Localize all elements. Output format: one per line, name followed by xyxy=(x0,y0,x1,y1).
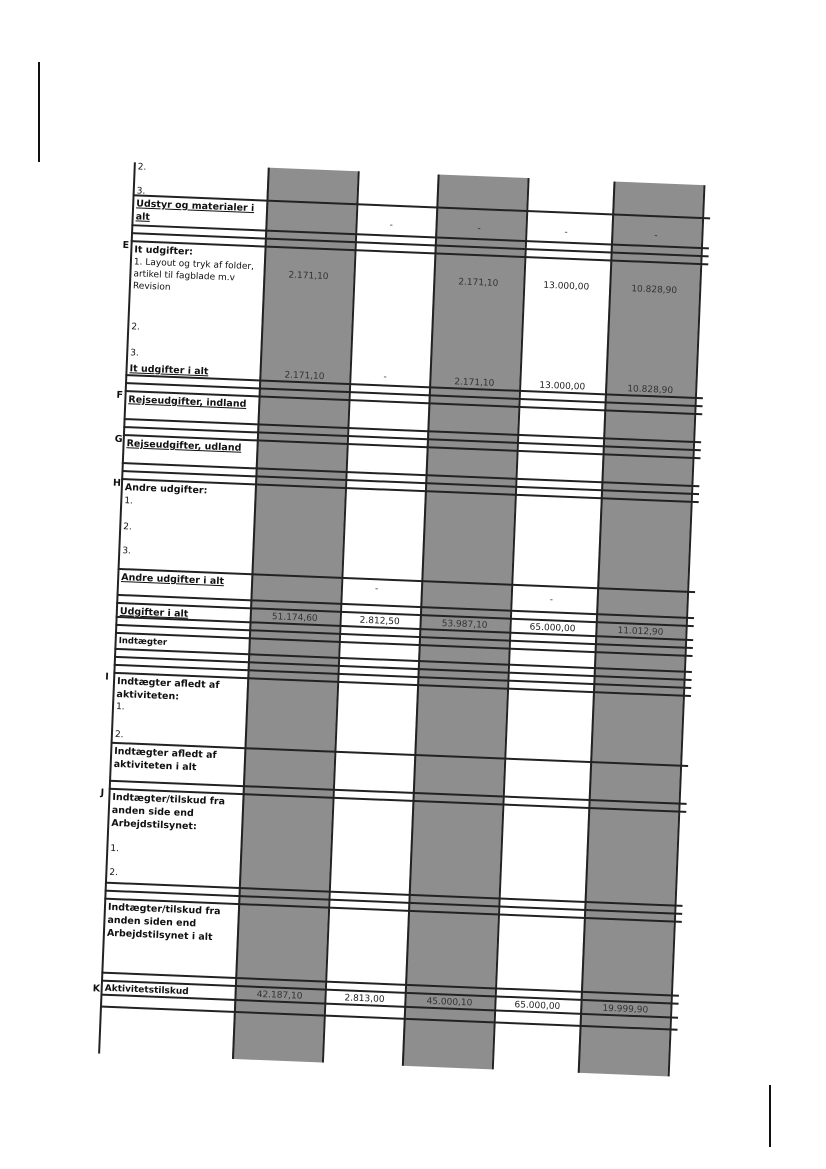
aktivitetstilskud-col1: 42.187,10 xyxy=(256,989,303,1002)
section-letter-e: E xyxy=(122,239,130,252)
scan-margin-mark-top xyxy=(38,62,40,162)
row-label-item3: 3. xyxy=(136,186,146,197)
it-item1-col5: 10.828,90 xyxy=(631,284,678,297)
aktivitetstilskud-col3: 45.000,10 xyxy=(426,996,473,1009)
row-label-it-heading: It udgifter: xyxy=(134,244,194,258)
row-label-andre-total: Andre udgifter i alt xyxy=(120,572,225,588)
dash-udstyr-col5: - xyxy=(654,231,658,242)
dash-udstyr-col2: - xyxy=(389,220,394,231)
udgifter-total-col4: 65.000,00 xyxy=(529,622,576,635)
section-letter-g: G xyxy=(114,433,123,446)
row-label-it-total: It udgifter i alt xyxy=(129,363,209,378)
row-label-indt-afledt-heading: Indtægter afledt af aktiviteten: xyxy=(116,675,220,703)
row-label-aktivitetstilskud: Aktivitetstilskud xyxy=(104,983,189,998)
udgifter-total-col1: 51.174,60 xyxy=(271,612,318,624)
section-letter-h: H xyxy=(112,477,122,489)
it-item1-col1: 2.171,10 xyxy=(288,270,329,283)
row-label-indt-anden-1: 1. xyxy=(110,843,120,855)
row-label-it-item2: 2. xyxy=(131,322,141,333)
row-label-udgifter-total: Udgifter i alt xyxy=(119,606,189,620)
row-label-rejse-udland: Rejseudgifter, udland xyxy=(126,438,242,454)
row-label-indt-afledt-2: 2. xyxy=(114,729,124,741)
dash-andre-col4: - xyxy=(549,595,554,606)
dash-udstyr-col3: - xyxy=(477,224,481,235)
it-item1-col3: 2.171,10 xyxy=(458,277,499,289)
section-letter-f: F xyxy=(116,389,124,401)
scan-margin-mark-bottom xyxy=(769,1085,771,1147)
row-label-andre-item3: 3. xyxy=(122,546,132,557)
row-label-andre-heading: Andre udgifter: xyxy=(124,482,208,497)
dash-andre-col2: - xyxy=(374,584,379,595)
row-label-it-item3: 3. xyxy=(130,348,140,359)
aktivitetstilskud-col5: 19.999,90 xyxy=(602,1003,649,1016)
udgifter-total-col3: 53.987,10 xyxy=(441,618,488,631)
row-label-item2: 2. xyxy=(137,162,147,173)
udgifter-total-col5: 11.012,90 xyxy=(617,626,664,638)
row-label-indt-afledt-1: 1. xyxy=(115,701,125,713)
row-label-indt-afledt-total: Indtægter afledt af aktiviteten i alt xyxy=(113,745,217,774)
row-label-rejse-indland: Rejseudgifter, indland xyxy=(128,394,247,410)
it-total-col3: 2.171,10 xyxy=(454,377,495,389)
section-letter-i: I xyxy=(104,671,109,683)
it-total-col4: 13.000,00 xyxy=(539,380,586,393)
it-item1-col4: 13.000,00 xyxy=(543,280,590,293)
dash-udstyr-col4: - xyxy=(564,227,568,238)
row-label-andre-item2: 2. xyxy=(123,522,133,533)
budget-table-page xyxy=(56,153,712,1077)
row-label-udstyr-total: Udstyr og materialer i alt xyxy=(135,198,255,223)
udgifter-total-col2: 2.812,50 xyxy=(359,615,400,628)
row-label-andre-item1: 1. xyxy=(124,496,134,507)
aktivitetstilskud-col2: 2.813,00 xyxy=(344,993,385,1005)
row-label-indt-anden-2: 2. xyxy=(109,867,119,879)
dash-it-col2: - xyxy=(383,372,387,383)
section-letter-j: J xyxy=(100,787,105,799)
row-label-indt-anden-total: Indtægter/tilskud fra anden siden end Arbejdstilsynet i alt xyxy=(106,901,221,944)
it-total-col1: 2.171,10 xyxy=(284,370,325,383)
aktivitetstilskud-col4: 65.000,00 xyxy=(514,1000,561,1013)
it-total-col5: 10.828,90 xyxy=(627,384,674,397)
row-label-it-item1: 1. Layout og tryk af folder, artikel til fagblade m.v Revision xyxy=(132,257,255,293)
section-letter-k: K xyxy=(92,983,101,995)
row-label-indt-anden-heading: Indtægter/tilskud fra anden side end Arbejdstilsynet: xyxy=(111,791,226,833)
row-label-indtaegter: Indtægter xyxy=(118,636,168,648)
